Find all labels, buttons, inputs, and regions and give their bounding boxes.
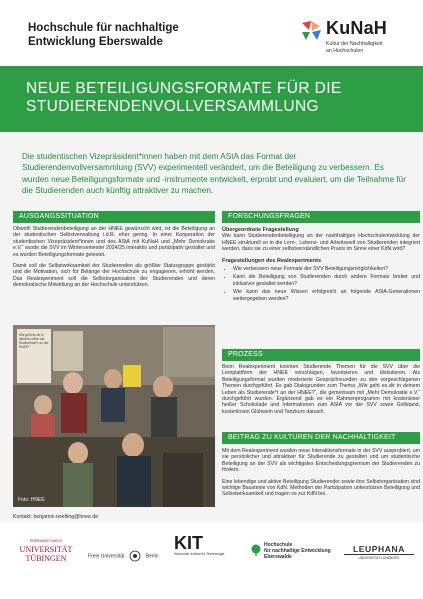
institution-line-2: Entwicklung Eberswalde — [28, 36, 163, 48]
logo-fu-berlin — [88, 550, 168, 562]
photo-caption: Foto: HNEE — [18, 497, 45, 503]
event-photo-illustration — [13, 325, 215, 507]
leuphana-subtitle: UNIVERSITÄT LÜNEBURG — [344, 554, 414, 560]
poster-title — [26, 80, 406, 116]
logo-subtitle — [326, 41, 408, 54]
kunah-mark-icon — [300, 20, 324, 42]
fu-seal-icon — [128, 550, 142, 562]
section-body-beitrag — [222, 448, 420, 503]
fu-city: Berlin — [145, 553, 159, 560]
logo-tuebingen — [14, 538, 78, 563]
hnee-line-2: für nachhaltige Entwicklung — [264, 548, 331, 554]
forschungsfragen-para-1: Wie kann Studierendenbeteiligung an der nachhaltigen Hochschulentwicklung der HNEE strukturell so in die Lern-, Lebens- und Arbeitswelt von Studierenden integriert werden, dass sie zu einer selbstverständlichen Praxis im Sinne einer KdN wird? — [222, 233, 420, 253]
beitrag-para-1: Mit dem Realexperiment wurden neue Interaktionsformate in der SVV ausprobiert, um sie persönlicher und attraktiver für Studierende zu gestalten und um studentische Beteiligung an der SVV als wichtigstes Entscheidungsgremium der Studierenden zu fördern. — [222, 448, 420, 474]
section-body-ausgangssituation — [13, 226, 215, 294]
section-heading-beitrag: BEITRAG ZU KULTUREN DER NACHHALTIGKEIT — [222, 432, 420, 444]
institution-name — [28, 21, 248, 49]
tuebingen-name: UNIVERSITÄT — [19, 545, 73, 554]
logo-subtitle-line-2: an Hochschulen — [326, 47, 364, 54]
photo-board-text: Wie geht es dir in deinem Leben als Studierende*r an der HNEE? — [19, 333, 49, 349]
poster-title-line-1: NEUE BETEILIGUNGSFORMATE FÜR DIE — [26, 80, 342, 97]
contact-line: Kontakt: benjamin.noelting@hnee.de — [13, 514, 99, 520]
partner-logos — [0, 522, 423, 599]
section-heading-prozess: PROZESS — [222, 349, 420, 361]
logo-name: KuNaH — [326, 18, 388, 38]
hnee-name — [264, 542, 340, 560]
logo-kit — [174, 534, 238, 556]
kit-subtitle: Karlsruher Institut für Technologie — [174, 552, 225, 556]
section-body-prozess: Beim Realexperiment konnten Studierende Themen für die SVV über die Lernplattform der HNEE vorschlagen, favorisieren und diskutieren. Als Beteiligungsformat wurden moderierte Gesprächsrunden zu den vorgeschlagenen Themen durchgeführt. Es gab Dialogrunden zum Thema „Wie geht es dir in deinem Leben als Studierende*r an der HNEE?“, die gemeinsam mit „Mehr Demokratie e.V.“ durchgeführt wurden. Ergänzend gab es ein Rahmenprogramm mit kostenloser heißer Schokolade und Informationen zum AStA vor der SVV sowie Grillstand, kostenlosen Glühwein und Tanzkurs danach. — [222, 364, 420, 415]
fu-name: Freie Universität — [88, 553, 125, 560]
list-item: • Wie kann das neue Wissen erfolgreich an folgende AStA-Generationen weitergegeben werden? — [233, 289, 420, 302]
section-body-forschungsfragen — [222, 225, 420, 304]
logo-leuphana — [344, 544, 414, 560]
section-heading-forschungsfragen: FORSCHUNGSFRAGEN — [222, 211, 420, 223]
hnee-line-3: Eberswalde — [264, 554, 292, 560]
hnee-tree-icon — [250, 544, 262, 556]
forschungsfragen-subheading-1: Übergeordnete Fragestellung — [222, 227, 299, 233]
hnee-line-1: Hochschule — [264, 542, 293, 548]
poster-title-line-2: STUDIERENDENVOLLVERSAMMLUNG — [26, 98, 320, 115]
list-item: • Kann die Beteiligung von Studierenden durch andere Formate breiter und inklusiver gestaltet werden? — [233, 274, 420, 287]
kunah-logo — [300, 16, 410, 60]
ausgangssituation-para-1: Obwohl Studierendenbeteiligung an der HNEE gewünscht wird, ist die Beteiligung an der studentischen Selbstverwaltung i.d.R. eher gering. In einer Kooperation der studentischen Vizepräsident*innen und des AStA mit KuNaH und „Mehr Demokratie e.V.“ wurde die SVV im Wintersemester 2024/25 interaktiv und partizipativ gestaltet und es wurden Beteiligungsformate getestet. — [13, 226, 215, 258]
section-heading-ausgangssituation: AUSGANGSSITUATION — [13, 211, 215, 223]
forschungsfragen-subheading-2: Fragestellungen des Realexperiments — [222, 257, 322, 264]
tuebingen-top: EBERHARD KARLS — [30, 539, 62, 543]
tuebingen-city: TÜBINGEN — [25, 554, 67, 563]
ausgangssituation-para-2: Damit soll die Selbstwirksamkeit der Studierenden als größter Statusgruppe gestärkt und die Motivation, sich für Belange der Hochschule zu engagieren, erhöht werden. Das Realexperiment soll die Selbstorganisation der Studierenden und deren demokratische Mitwirkung an der Hochschule unterstützen. — [13, 263, 215, 289]
event-photo — [13, 325, 215, 507]
institution-line-1: Hochschule für nachhaltige — [28, 22, 179, 34]
list-item: • Wie verbessern neue Formate der SVV Beteiligungsmöglichkeiten? — [233, 266, 420, 272]
beitrag-para-2: Eine lebendige und aktive Beteiligung Studierender sowie ihre Selbstorganisation sind wichtige Bausteine von KdN. Methoden der Partizipation unterstützen Beteiligung und Selbstwirksamkeit und tragen so zur KdN bei. — [222, 478, 420, 498]
kit-name: KIT — [174, 533, 203, 553]
forschungsfragen-list — [222, 266, 420, 302]
logo-subtitle-line-1: Kultur der Nachhaltigkeit — [326, 41, 383, 47]
leuphana-name: LEUPHANA — [352, 544, 406, 554]
intro-paragraph: Die studentischen Vizepräsident*innen haben mit dem AStA das Format der Studierendenvollversammlung (SVV) experimentell verändert, um die Beteiligung zu verbessern. Es wurden neue Beteiligungsformate und -instrumente entwickelt, erprobt und evaluiert, um die Teilnahme für die Studierenden auch künftig attraktiver zu machen. — [22, 152, 406, 196]
logo-hnee — [250, 542, 340, 560]
